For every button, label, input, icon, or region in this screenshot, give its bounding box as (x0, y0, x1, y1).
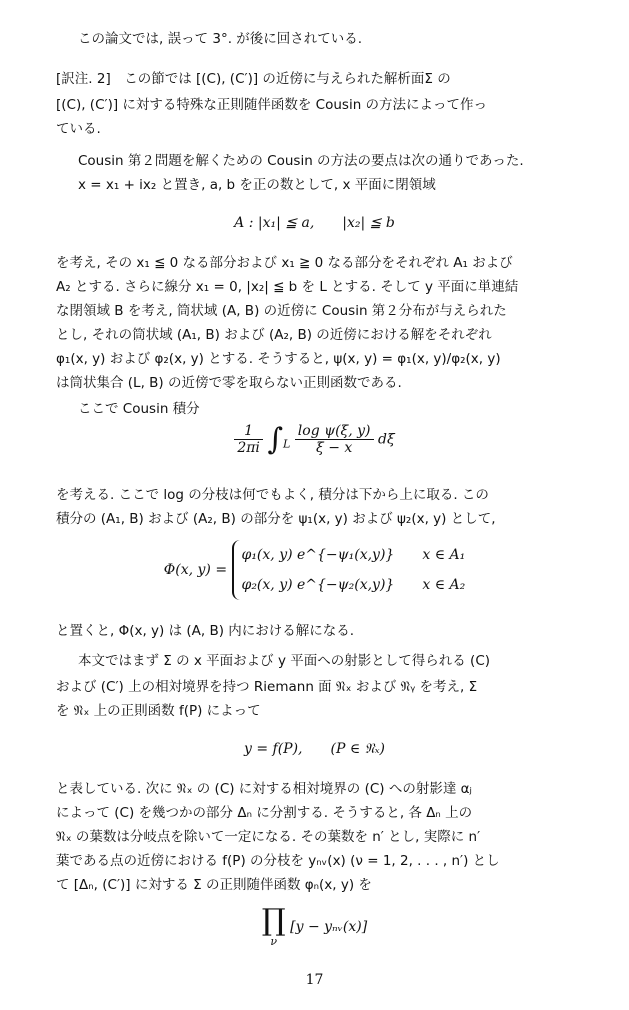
text-line: 本文ではまず Σ の x 平面および y 平面への射影として得られる (C) (78, 653, 491, 669)
text-line: 積分の (A₁, B) および (A₂, B) の部分を ψ₁(x, y) および ψ₂(x, y) として, (56, 511, 496, 527)
text-line: Cousin 第２問題を解くための Cousin の方法の要点は次の通りであった. (78, 153, 524, 169)
text-line: は筒状集合 (L, B) の近傍で零を取らない正則函数である. (56, 375, 402, 391)
text-line: 葉である点の近傍における f(P) の分枝を yₙᵥ(x) (ν = 1, 2, . . . , n′) とし (56, 853, 500, 869)
integral-sign: ∫ (267, 422, 284, 457)
product-sign: ∏ (261, 903, 286, 938)
text-line: φ₁(x, y) および φ₂(x, y) とする. そうすると, ψ(x, y) = φ₁(x, y)/φ₂(x, y) (56, 351, 501, 367)
text-line: とし, それの筒状域 (A₁, B) および (A₂, B) の近傍における解をそれぞれ (56, 327, 492, 343)
cases-block: φ₁(x, y) e^{−ψ₁(x,y)} x ∈ A₁ φ₂(x, y) e^{−ψ₂(x,y)} x ∈ A₂ (232, 540, 466, 600)
text-line: [(C), (C′)] に対する特殊な正則随伴函数を Cousin の方法によって作っ (56, 97, 488, 113)
text-line: を 𝔑ₓ 上の正則函数 f(P) によって (56, 703, 261, 719)
text-line: および (C′) 上の相対境界を持つ Riemann 面 𝔑ₓ および 𝔑ᵧ を考え, Σ (56, 679, 478, 695)
equation-phi-cases: Φ(x, y) = φ₁(x, y) e^{−ψ₁(x,y)} x ∈ A₁ φ₂(x, y) e^{−ψ₂(x,y)} x ∈ A₂ (0, 540, 629, 600)
text-line: て [Δₙ, (C′)] に対する Σ の正則随伴函数 φₙ(x, y) を (56, 877, 372, 893)
text-line: を考える. ここで log の分枝は何でもよく, 積分は下から上に取る. この (56, 487, 489, 503)
text-line: によって (C) を幾つかの部分 Δₙ に分割する. そうすると, 各 Δₙ 上の (56, 805, 473, 821)
equation-cousin-integral: $\frac{1}{2\pi i}$ $\int_L$ $\frac{\text{log ψ(ξ, y)}}{\xi - x}$ dξ (0, 422, 629, 457)
equation-y-fP: y = f(P), (P ∈ 𝔑ₓ) (243, 741, 386, 757)
text-line: この論文では, 誤って 3°. が後に回されている. (78, 31, 363, 47)
translator-note: [訳注. 2] この節では [(C), (C′)] の近傍に与えられた解析面Σ の (56, 71, 451, 87)
text-line: A₂ とする. さらに線分 x₁ = 0, |x₂| ≦ b を L とする. そして y 平面に単連結 (56, 279, 519, 295)
text-line: と置くと, Φ(x, y) は (A, B) 内における解になる. (56, 623, 355, 639)
equation-domain-A: A : |x₁| ≦ a, |x₂| ≦ b (234, 215, 395, 231)
fraction: $\frac{1}{2\pi i}$ (234, 423, 263, 456)
text-line: な閉領域 B を考え, 筒状域 (A, B) の近傍に Cousin 第２分布が与えられた (56, 303, 507, 319)
text-line: 𝔑ₓ の葉数は分岐点を除いて一定になる. その葉数を n′ とし, 実際に n′ (56, 829, 481, 845)
text-line: と表している. 次に 𝔑ₓ の (C) に対する相対境界の (C) への射影達 αⱼ (56, 781, 472, 797)
text-line: ている. (56, 121, 101, 137)
page-number: 17 (305, 972, 324, 988)
text-line: を考え, その x₁ ≦ 0 なる部分および x₁ ≧ 0 なる部分をそれぞれ A₁ および (56, 255, 513, 271)
text-line: ここで Cousin 積分 (78, 401, 200, 417)
equation-product: ∏ ν [y − yₙᵥ(x)] (261, 903, 368, 948)
fraction: $\frac{\text{log ψ(ξ, y)}}{\xi - x}$ (295, 423, 374, 456)
text-line: x = x₁ + ix₂ と置き, a, b を正の数として, x 平面に閉領域 (78, 177, 436, 193)
